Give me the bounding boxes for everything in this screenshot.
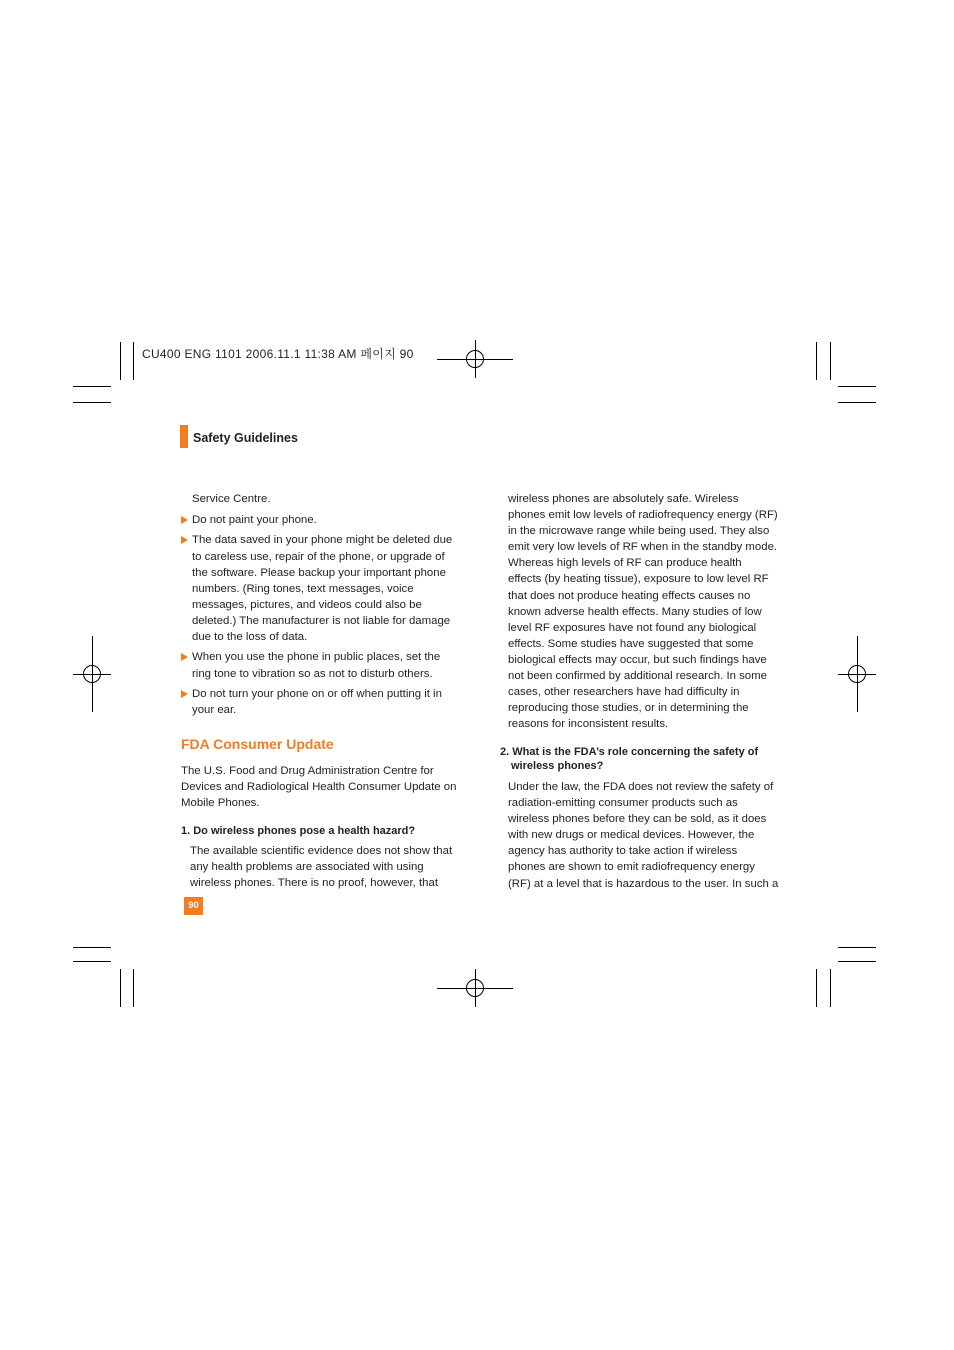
paragraph-line: any health problems are associated with using xyxy=(190,861,424,874)
bullet-list xyxy=(181,512,466,718)
paragraph-line: phones emit low levels of radiofrequency energy (RF) xyxy=(508,509,778,522)
paragraph-line: effects (by heating tissue), exposure to low level RF xyxy=(508,573,769,586)
paragraph-line: The available scientific evidence does not show that xyxy=(190,845,453,857)
heading-line: 2. What is the FDA’s role concerning the safety of xyxy=(500,746,759,758)
paragraph-line: phones are shown to emit radiofrequency energy xyxy=(508,861,755,874)
paragraph-line: wireless phones are absolutely safe. Wireless xyxy=(508,493,739,505)
paragraph-line: cases, other researchers have had difficulty in xyxy=(508,686,740,699)
print-slug: CU400 ENG 1101 2006.11.1 11:38 AM 페이지 90 xyxy=(142,347,414,361)
paragraph-line: level RF exposures have not found any biological xyxy=(508,621,757,634)
bullet-arrow-icon xyxy=(181,653,188,661)
paragraph-line: known adverse health effects. Many studies of low xyxy=(508,605,762,618)
bullet-line: deleted.) The manufacturer is not liable for damage xyxy=(192,614,451,627)
section-accent-bar xyxy=(180,425,188,448)
question-2-answer xyxy=(508,779,793,892)
paragraph-line: The U.S. Food and Drug Administration Centre for xyxy=(181,765,434,777)
bullet-line: to careless use, repair of the phone, or upgrade of xyxy=(192,550,445,563)
paragraph-line: Devices and Radiological Health Consumer Update on xyxy=(181,781,457,794)
bullet-line: ring tone to vibration so as not to disturb others. xyxy=(192,667,433,680)
bullet-arrow-icon xyxy=(181,516,188,524)
paragraph-line: not been confirmed by additional research. In some xyxy=(508,670,767,683)
bullet-item xyxy=(181,512,466,528)
paragraph-line: (RF) at a level that is hazardous to the user. In such a xyxy=(508,877,779,890)
question-1-answer xyxy=(190,843,475,891)
paragraph-line: radiation-emitting consumer products such as xyxy=(508,797,738,810)
bullet-line: your ear. xyxy=(192,704,237,717)
bullet-line: Do not turn your phone on or off when putting it in xyxy=(192,687,442,700)
paragraph-line: that does not produce heating effects causes no xyxy=(508,589,751,602)
question-1-heading: 1. Do wireless phones pose a health hazard? xyxy=(181,825,416,837)
bullet-line: the software. Please backup your important phone xyxy=(192,566,446,579)
section-title: Safety Guidelines xyxy=(193,431,298,445)
paragraph-line: wireless phones. There is no proof, however, that xyxy=(190,877,438,890)
paragraph-line: with new drugs or medical devices. However, the xyxy=(508,829,755,842)
bullet-line: Do not paint your phone. xyxy=(192,514,317,527)
paragraph-line: Under the law, the FDA does not review the safety of xyxy=(508,781,774,793)
bullet-line: The data saved in your phone might be deleted due xyxy=(192,534,453,547)
bullet-line: numbers. (Ring tones, text messages, voice xyxy=(192,582,414,595)
fda-intro-paragraph xyxy=(181,763,471,811)
bullet-arrow-icon xyxy=(181,690,188,698)
paragraph-line: reasons for inconsistent results. xyxy=(508,718,669,731)
fda-section-title: FDA Consumer Update xyxy=(181,736,334,752)
paragraph-line: effects. Some studies have suggested that some xyxy=(508,637,754,650)
bullet-item xyxy=(181,649,466,681)
page-number: 90 xyxy=(184,897,203,915)
bullet-arrow-icon xyxy=(181,536,188,544)
left-column xyxy=(181,491,466,722)
paragraph-line: emit very low levels of RF when in the standby mode. xyxy=(508,541,778,554)
bullet-line: When you use the phone in public places, set the xyxy=(192,651,441,664)
paragraph-line: agency has authority to take action if wireless xyxy=(508,845,738,858)
continuation-text: Service Centre. xyxy=(192,493,271,505)
paragraph-line: biological effects may occur, but such findings have xyxy=(508,653,767,666)
bullet-line: messages, pictures, and videos could also be xyxy=(192,598,422,611)
heading-line: wireless phones? xyxy=(511,760,604,772)
bullet-item xyxy=(181,532,466,645)
question-2-heading xyxy=(500,745,790,773)
paragraph-line: wireless phones before they can be sold, as it does xyxy=(508,813,767,826)
question-1-answer-continued xyxy=(508,491,793,732)
paragraph-line: in the microwave range while being used. They also xyxy=(508,525,770,538)
bullet-item xyxy=(181,686,466,718)
paragraph-line: Mobile Phones. xyxy=(181,797,260,810)
bullet-line: due to the loss of data. xyxy=(192,631,308,644)
paragraph-line: reproducing those studies, or in determining the xyxy=(508,702,749,715)
paragraph-line: Whereas high levels of RF can produce health xyxy=(508,557,742,570)
